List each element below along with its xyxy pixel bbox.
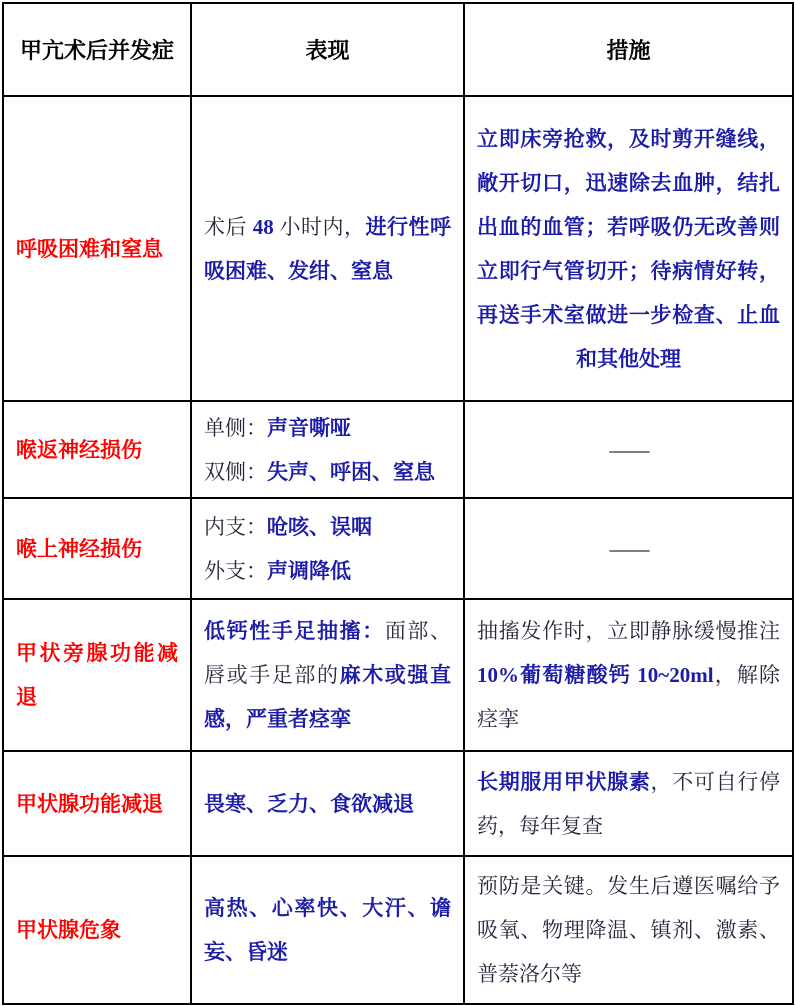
complications-table — [2, 2, 794, 1005]
emphasis-text: 高热、心率快、大汗、谵妄、昏迷 — [204, 896, 451, 964]
manifestation-cell — [191, 599, 464, 751]
measure-cell — [464, 401, 793, 498]
complication-cell: 甲状腺功能减退 — [3, 751, 191, 856]
body-text: 单侧： — [204, 415, 267, 440]
complication-cell: 喉返神经损伤 — [3, 401, 191, 498]
manifestation-cell — [191, 401, 464, 498]
col-header-manifestation: 表现 — [191, 3, 464, 96]
emphasis-text: 48 — [252, 214, 274, 239]
measure-cell — [464, 96, 793, 401]
body-text: 双侧： — [204, 459, 267, 484]
manifestation-cell — [191, 498, 464, 599]
body-text: 面部、唇或手足部的 — [204, 619, 452, 687]
body-text: 抽搐发作时，立即静脉缓慢推注 — [477, 619, 780, 643]
complication-cell: 喉上神经损伤 — [3, 498, 191, 599]
manifestation-cell — [191, 751, 464, 856]
emphasis-text: 长期服用甲状腺素 — [477, 769, 651, 794]
table-row — [3, 96, 793, 401]
complication-cell: 甲状腺危象 — [3, 856, 191, 1004]
table-row — [3, 401, 793, 498]
emphasis-text: 声音嘶哑 — [267, 415, 351, 440]
manifestation-cell — [191, 856, 464, 1004]
emphasis-text: 进行性呼吸困难、发绀、窒息 — [204, 214, 451, 283]
emphasis-text: 呛咳、误咽 — [267, 514, 372, 539]
emphasis-text: 声调降低 — [267, 558, 351, 583]
body-text: ，不可自行停药，每年复查 — [477, 769, 781, 838]
measure-cell — [464, 498, 793, 599]
header-row — [3, 3, 793, 96]
measure-cell — [464, 751, 793, 856]
body-text: 预防是关键。发生后遵医嘱给予吸氧、物理降温、镇剂、激素、普萘洛尔等 — [477, 874, 780, 986]
em-dash: —— — [609, 437, 648, 462]
em-dash: —— — [609, 536, 648, 561]
body-text: 内支： — [204, 514, 267, 539]
manifestation-cell — [191, 96, 464, 401]
col-header-complication: 甲亢术后并发症 — [3, 3, 191, 96]
emphasis-text: 畏寒、乏力、食欲减退 — [204, 791, 414, 816]
table-row — [3, 856, 793, 1004]
measure-cell — [464, 856, 793, 1004]
body-text: 术后 — [204, 214, 253, 239]
emphasis-text: 低钙性手足抽搐： — [204, 619, 385, 643]
body-text: 外支： — [204, 558, 267, 583]
emphasis-text: 失声、呼困、窒息 — [267, 459, 435, 484]
body-text: ，解除痉挛 — [477, 663, 781, 731]
table-row — [3, 599, 793, 751]
complication-cell: 甲状旁腺功能减退 — [3, 599, 191, 751]
complication-cell: 呼吸困难和窒息 — [3, 96, 191, 401]
emphasis-text: 10%葡萄糖酸钙 10~20ml — [477, 663, 714, 687]
emphasis-text: 麻木或强直感，严重者痉挛 — [204, 663, 452, 731]
emphasis-text: 立即床旁抢救，及时剪开缝线，敞开切口，迅速除去血肿，结扎出血的血管；若呼吸仍无改善则立即行气管切开；待病情好转，再送手术室做进一步检查、止血和其他处理 — [477, 126, 780, 371]
col-header-measure: 措施 — [464, 3, 793, 96]
measure-cell — [464, 599, 793, 751]
table-row — [3, 751, 793, 856]
body-text: 小时内， — [273, 214, 366, 239]
table-row — [3, 498, 793, 599]
